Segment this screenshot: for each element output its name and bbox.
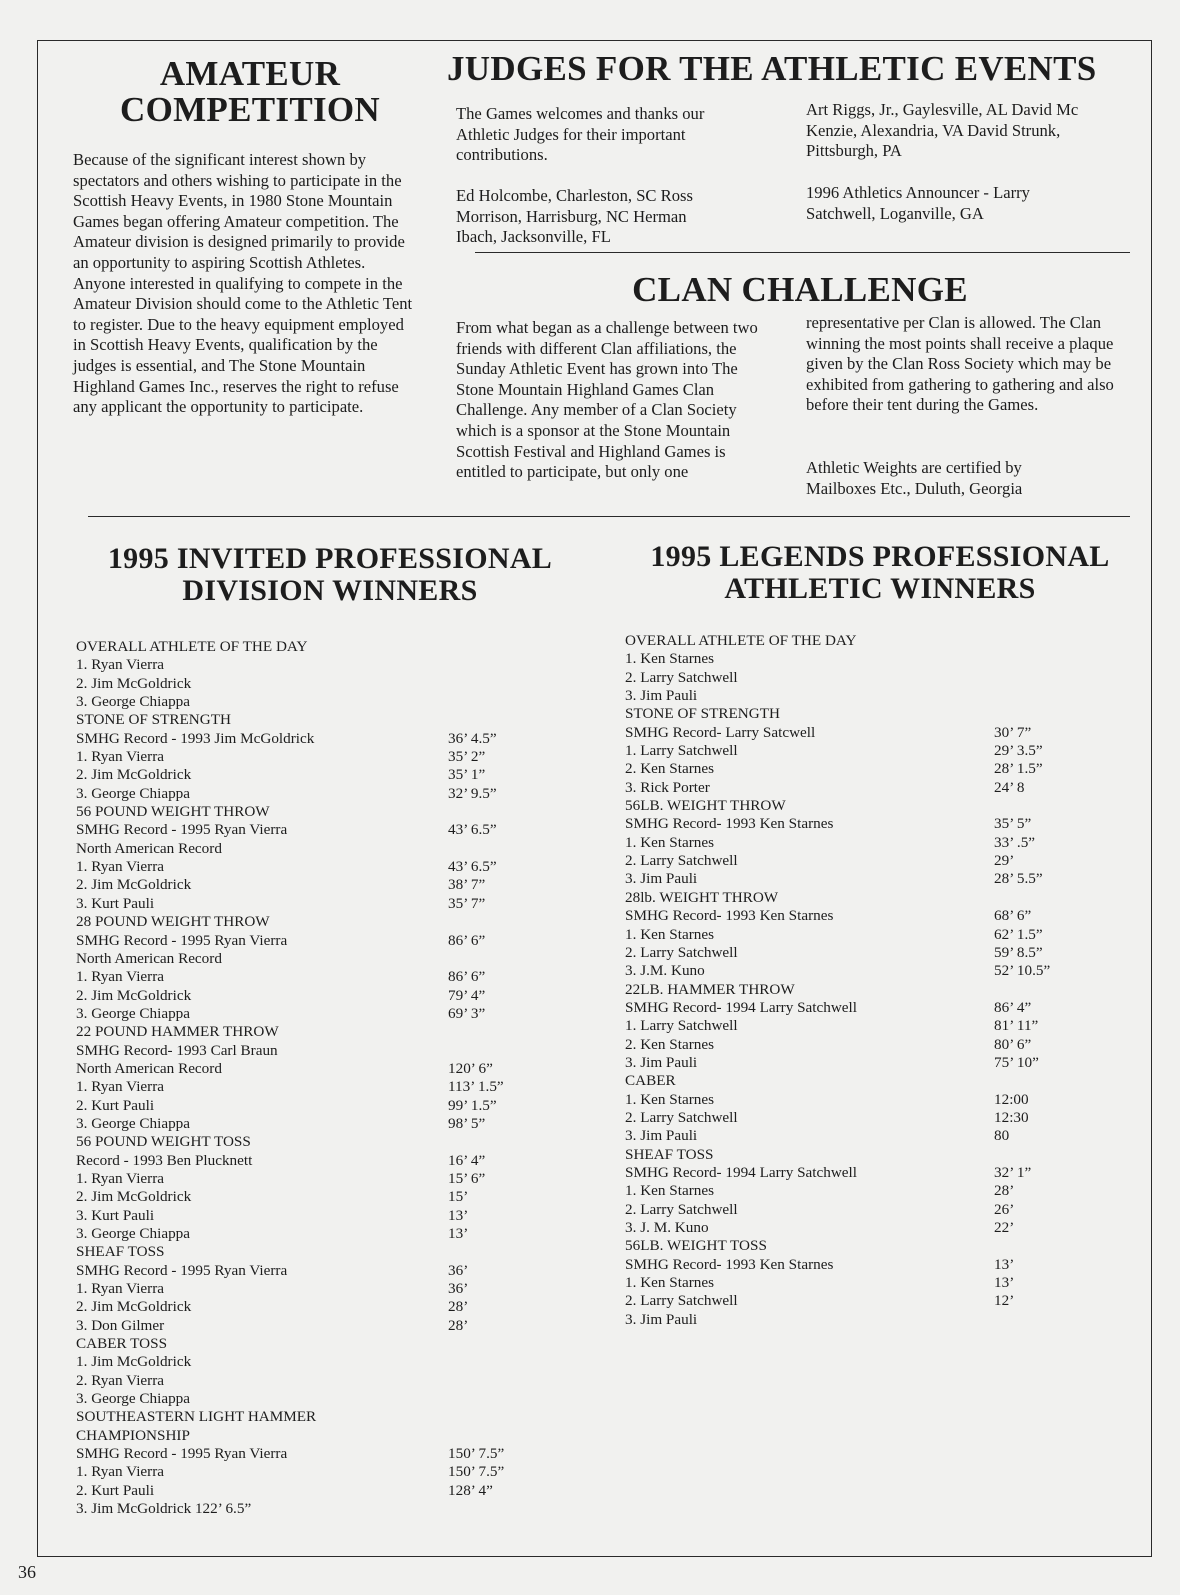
result-label: SMHG Record - 1995 Ryan Vierra [76,931,288,949]
result-label: 1. Ryan Vierra [76,1078,165,1096]
result-row [76,748,536,766]
result-row [76,1280,536,1298]
result-label: 2. Ryan Vierra [76,1371,165,1389]
result-row [625,981,1105,999]
result-label: CABER [625,1072,676,1090]
result-label: 1. Ken Starnes [625,1090,714,1108]
result-label: 2. Ken Starnes [625,1035,714,1053]
result-value: 36’ [448,1280,469,1298]
result-label: 3. Kurt Pauli [76,1206,155,1224]
result-row [625,687,1105,705]
result-row [76,1317,536,1335]
result-value: 36’ 4.5” [448,729,497,747]
invited-title: 1995 INVITED PROFESSIONAL DIVISION WINNERS [107,542,553,607]
result-value: 150’ 7.5” [448,1463,505,1481]
result-row [76,1042,536,1060]
result-row [76,821,536,839]
result-label: 1. Ryan Vierra [76,968,165,986]
result-row [76,1500,536,1518]
clan-text-1: From what began as a challenge between two friends with different Clan affiliations, the Sunday Athletic Event has grown into The Stone Mountain Highland Games Clan Challenge. Any member of a Clan Society which is a sponsor at the Stone Mountain Scottish Festival and Highland Games is entitled to participate, but only one [456,318,758,482]
result-row [625,1256,1105,1274]
result-label: 2. Jim McGoldrick [76,766,192,784]
result-row [76,876,536,894]
result-label: 3. Jim Pauli [625,1127,698,1145]
result-row [625,1182,1105,1200]
result-label: 1. Ryan Vierra [76,1169,165,1187]
divider-results [88,516,1130,517]
result-value: 38’ 7” [448,876,486,894]
result-value: 13’ [994,1274,1015,1292]
result-row [76,1243,536,1261]
result-label: 1. Larry Satchwell [625,742,738,760]
result-label: 2. Kurt Pauli [76,1481,155,1499]
result-value: 13’ [448,1206,469,1224]
result-row [76,1170,536,1188]
result-label: 1. Ryan Vierra [76,748,165,766]
result-label: 2. Jim McGoldrick [76,986,192,1004]
result-value: 35’ 7” [448,894,486,912]
result-row [625,1164,1105,1182]
athletics-announcer: 1996 Athletics Announcer - Larry Satchwell, Loganville, GA [806,183,1030,223]
result-row [76,987,536,1005]
legends-title: 1995 LEGENDS PROFESSIONAL ATHLETIC WINNERS [650,540,1110,605]
result-label: SHEAF TOSS [625,1145,714,1163]
result-row [76,1482,536,1500]
result-value: 26’ [994,1200,1015,1218]
result-value: 35’ 1” [448,766,486,784]
result-row [76,968,536,986]
result-row [76,803,536,821]
result-row [625,1036,1105,1054]
result-value: 12:00 [994,1090,1029,1108]
amateur-title: AMATEUR COMPETITION [120,54,380,129]
result-label: OVERALL ATHLETE OF THE DAY [625,632,857,649]
result-label: SOUTHEASTERN LIGHT HAMMER [76,1408,317,1426]
result-label: 2. Larry Satchwell [625,1200,738,1218]
result-row [76,1390,536,1408]
result-row [76,1060,536,1078]
result-value: 24’ 8 [994,778,1025,796]
result-row [76,932,536,950]
result-label: 2. Jim McGoldrick [76,1188,192,1206]
result-row [76,766,536,784]
result-label: 3. George Chiappa [76,1114,191,1132]
result-label: SMHG Record- 1993 Ken Starnes [625,907,834,925]
result-label: SMHG Record- Larry Satcwell [625,723,816,741]
result-label: 3. Jim Pauli [625,870,698,888]
result-row [625,1109,1105,1127]
result-label: 2. Larry Satchwell [625,852,738,870]
result-row [76,950,536,968]
result-row [76,693,536,711]
result-value: 59’ 8.5” [994,943,1043,961]
result-value: 13’ [448,1225,469,1242]
result-label: 2. Jim McGoldrick [76,876,192,894]
result-value: 99’ 1.5” [448,1096,497,1114]
result-row [76,1115,536,1133]
result-row [625,889,1105,907]
result-row [76,711,536,729]
result-label: SMHG Record- 1994 Larry Satchwell [625,998,857,1016]
result-value: 35’ 5” [994,815,1032,833]
result-label: 56LB. WEIGHT TOSS [625,1237,767,1255]
result-label: 2. Larry Satchwell [625,1292,738,1310]
result-label: North American Record [76,1059,222,1077]
result-row [625,669,1105,687]
result-label: SHEAF TOSS [76,1243,165,1261]
result-label: 1. Ken Starnes [625,650,714,668]
result-value: 28’ [448,1298,469,1316]
result-value: 150’ 7.5” [448,1445,505,1463]
result-value: 28’ 1.5” [994,760,1043,778]
result-value: 43’ 6.5” [448,858,497,876]
result-value: 33’ .5” [994,833,1036,851]
amateur-text: Because of the significant interest shown by spectators and others wishing to participate in the Scottish Heavy Events, in 1980 Stone Mountain Games began offering Amateur competition. The Amateur division is designed primarily to provide an opportunity to aspiring Scottish Athletes. Anyone interested in qualifying to compete in the Amateur Division should come to the Athletic Tent to register. Due to the heavy equipment employed in Scottish Heavy Events, qualification by the judges is essential, and The Stone Mountain Highland Games Inc., reserves the right to refuse any applicant the opportunity to participate. [73,150,413,417]
result-label: 3. Rick Porter [625,778,710,796]
result-row [625,907,1105,925]
result-value: 69’ 3” [448,1004,486,1022]
result-label: 3. George Chiappa [76,1004,191,1022]
result-value: 29’ [994,852,1015,870]
result-row [76,1298,536,1316]
result-row [76,895,536,913]
result-row [625,797,1105,815]
result-label: SMHG Record - 1995 Ryan Vierra [76,1445,288,1463]
result-row [76,858,536,876]
result-row [76,913,536,931]
result-label: 22 POUND HAMMER THROW [76,1023,279,1041]
result-row [76,1097,536,1115]
result-value: 28’ [448,1316,469,1334]
result-label: 56 POUND WEIGHT TOSS [76,1133,251,1151]
result-value: 22’ [994,1219,1015,1236]
result-row [625,724,1105,742]
result-label: 3. Kurt Pauli [76,894,155,912]
result-row [76,656,536,674]
result-value: 86’ 4” [994,998,1032,1016]
result-row [76,1353,536,1371]
result-label: STONE OF STRENGTH [76,711,231,729]
result-row [625,1072,1105,1090]
clan-title: CLAN CHALLENGE [632,270,968,309]
divider-clan [475,252,1130,253]
result-label: 56 POUND WEIGHT THROW [76,803,270,821]
result-row [625,779,1105,797]
result-value: 35’ 2” [448,748,486,766]
result-value: 29’ 3.5” [994,742,1043,760]
result-label: North American Record [76,839,222,857]
result-value: 32’ 1” [994,1163,1032,1181]
result-row [625,852,1105,870]
result-value: 128’ 4” [448,1481,493,1499]
result-label: 3. George Chiappa [76,784,191,802]
result-row [625,742,1105,760]
clan-text-2: representative per Clan is allowed. The Clan winning the most points shall receive a plaque given by the Clan Ross Society which may be exhibited from gathering to gathering and also before their tent during the Games. [806,313,1114,415]
judges-names-2: Art Riggs, Jr., Gaylesville, AL David Mc Kenzie, Alexandria, VA David Strunk, Pittsburgh, PA [806,100,1079,161]
result-value: 80’ 6” [994,1035,1032,1053]
result-row [76,785,536,803]
result-value: 120’ 6” [448,1059,493,1077]
result-label: 28lb. WEIGHT THROW [625,888,779,906]
result-label: CABER TOSS [76,1335,168,1353]
result-label: SMHG Record - 1995 Ryan Vierra [76,1261,288,1279]
result-label: SMHG Record- 1993 Ken Starnes [625,815,834,833]
result-row [76,1078,536,1096]
result-label: 1. Larry Satchwell [625,1017,738,1035]
result-label: 3. George Chiappa [76,693,191,711]
result-label: CHAMPIONSHIP [76,1426,190,1444]
result-row [76,1005,536,1023]
result-value: 86’ 6” [448,931,486,949]
result-value: 13’ [994,1255,1015,1273]
result-row [625,834,1105,852]
result-row [625,705,1105,723]
result-value: 43’ 6.5” [448,821,497,839]
result-row [625,1237,1105,1255]
result-label: 1. Ryan Vierra [76,858,165,876]
result-label: 2. Kurt Pauli [76,1096,155,1114]
result-row [76,1133,536,1151]
result-label: 28 POUND WEIGHT THROW [76,913,270,931]
result-label: 56LB. WEIGHT THROW [625,797,786,815]
result-label: SMHG Record - 1993 Jim McGoldrick [76,729,315,747]
result-row [76,730,536,748]
result-value: 98’ 5” [448,1114,486,1132]
result-row [625,1146,1105,1164]
result-row [76,1225,536,1243]
result-label: 3. Jim Pauli [625,1310,698,1328]
result-row [625,870,1105,888]
legends-results-list [625,632,1105,1329]
weights-certified: Athletic Weights are certified by Mailboxes Etc., Duluth, Georgia [806,458,1023,498]
result-label: 2. Larry Satchwell [625,668,738,686]
result-label: 1. Ryan Vierra [76,1463,165,1481]
result-row [76,638,536,656]
result-label: 1. Ken Starnes [625,1182,714,1200]
result-value: 68’ 6” [994,907,1032,925]
result-row [625,944,1105,962]
result-label: SMHG Record- 1994 Larry Satchwell [625,1163,857,1181]
result-row [76,1335,536,1353]
result-row [625,1201,1105,1219]
invited-results-list [76,638,536,1519]
result-value: 28’ 5.5” [994,870,1043,888]
result-row [625,632,1105,650]
result-row [76,1152,536,1170]
result-row [76,1408,536,1426]
result-value: 12’ [994,1292,1015,1310]
result-value: 52’ 10.5” [994,962,1051,980]
result-label: OVERALL ATHLETE OF THE DAY [76,638,308,655]
result-label: 1. Ryan Vierra [76,1280,165,1298]
result-value: 36’ [448,1261,469,1279]
result-row [76,1445,536,1463]
result-value: 79’ 4” [448,986,486,1004]
result-label: 1. Ken Starnes [625,1274,714,1292]
result-row [625,815,1105,833]
result-label: 3. George Chiappa [76,1225,191,1242]
result-row [625,1274,1105,1292]
result-row [76,1262,536,1280]
result-label: 3. Jim McGoldrick 122’ 6.5” [76,1500,252,1518]
result-value: 75’ 10” [994,1053,1039,1071]
result-label: STONE OF STRENGTH [625,705,780,723]
result-row [625,1292,1105,1310]
result-row [625,999,1105,1017]
result-row [76,675,536,693]
result-row [625,962,1105,980]
result-label: 1. Ken Starnes [625,833,714,851]
result-row [625,1091,1105,1109]
result-value: 81’ 11” [994,1017,1039,1035]
result-label: 2. Jim McGoldrick [76,1298,192,1316]
result-label: North American Record [76,949,222,967]
result-label: 3. Don Gilmer [76,1316,165,1334]
result-label: 3. J. M. Kuno [625,1219,709,1236]
result-row [625,1017,1105,1035]
result-label: 3. J.M. Kuno [625,962,705,980]
result-row [625,1219,1105,1237]
result-value: 15’ [448,1188,469,1206]
result-label: 1. Ryan Vierra [76,656,165,674]
result-row [625,760,1105,778]
result-value: 12:30 [994,1108,1029,1126]
result-row [76,840,536,858]
result-row [76,1427,536,1445]
result-row [76,1372,536,1390]
result-row [76,1188,536,1206]
result-label: Record - 1993 Ben Plucknett [76,1151,253,1169]
result-label: 22LB. HAMMER THROW [625,980,795,998]
result-row [625,926,1105,944]
result-value: 16’ 4” [448,1151,486,1169]
result-row [76,1207,536,1225]
result-value: 113’ 1.5” [448,1078,504,1096]
result-value: 80 [994,1127,1010,1145]
result-row [625,1127,1105,1145]
result-label: 3. George Chiappa [76,1390,191,1408]
result-label: 2. Larry Satchwell [625,943,738,961]
result-label: 2. Larry Satchwell [625,1108,738,1126]
result-row [76,1023,536,1041]
result-value: 32’ 9.5” [448,784,497,802]
result-value: 28’ [994,1182,1015,1200]
result-value: 62’ 1.5” [994,925,1043,943]
result-label: SMHG Record- 1993 Ken Starnes [625,1255,834,1273]
result-label: 1. Ken Starnes [625,925,714,943]
result-label: 1. Jim McGoldrick [76,1353,192,1371]
result-value: 30’ 7” [994,723,1032,741]
result-label: 2. Ken Starnes [625,760,714,778]
result-value: 15’ 6” [448,1169,486,1187]
page-number: 36 [18,1562,36,1582]
result-row [625,650,1105,668]
result-row [625,1311,1105,1329]
result-row [625,1054,1105,1072]
result-label: 3. Jim Pauli [625,1053,698,1071]
judges-intro: The Games welcomes and thanks our Athletic Judges for their important contributions. [456,104,705,165]
judges-title: JUDGES FOR THE ATHLETIC EVENTS [447,49,1097,88]
result-label: SMHG Record - 1995 Ryan Vierra [76,821,288,839]
result-row [76,1463,536,1481]
result-label: 2. Jim McGoldrick [76,674,192,692]
judges-names: Ed Holcombe, Charleston, SC Ross Morrison, Harrisburg, NC Herman Ibach, Jacksonville, FL [456,186,693,247]
result-label: 3. Jim Pauli [625,687,698,705]
result-value: 86’ 6” [448,968,486,986]
result-label: SMHG Record- 1993 Carl Braun [76,1041,278,1059]
